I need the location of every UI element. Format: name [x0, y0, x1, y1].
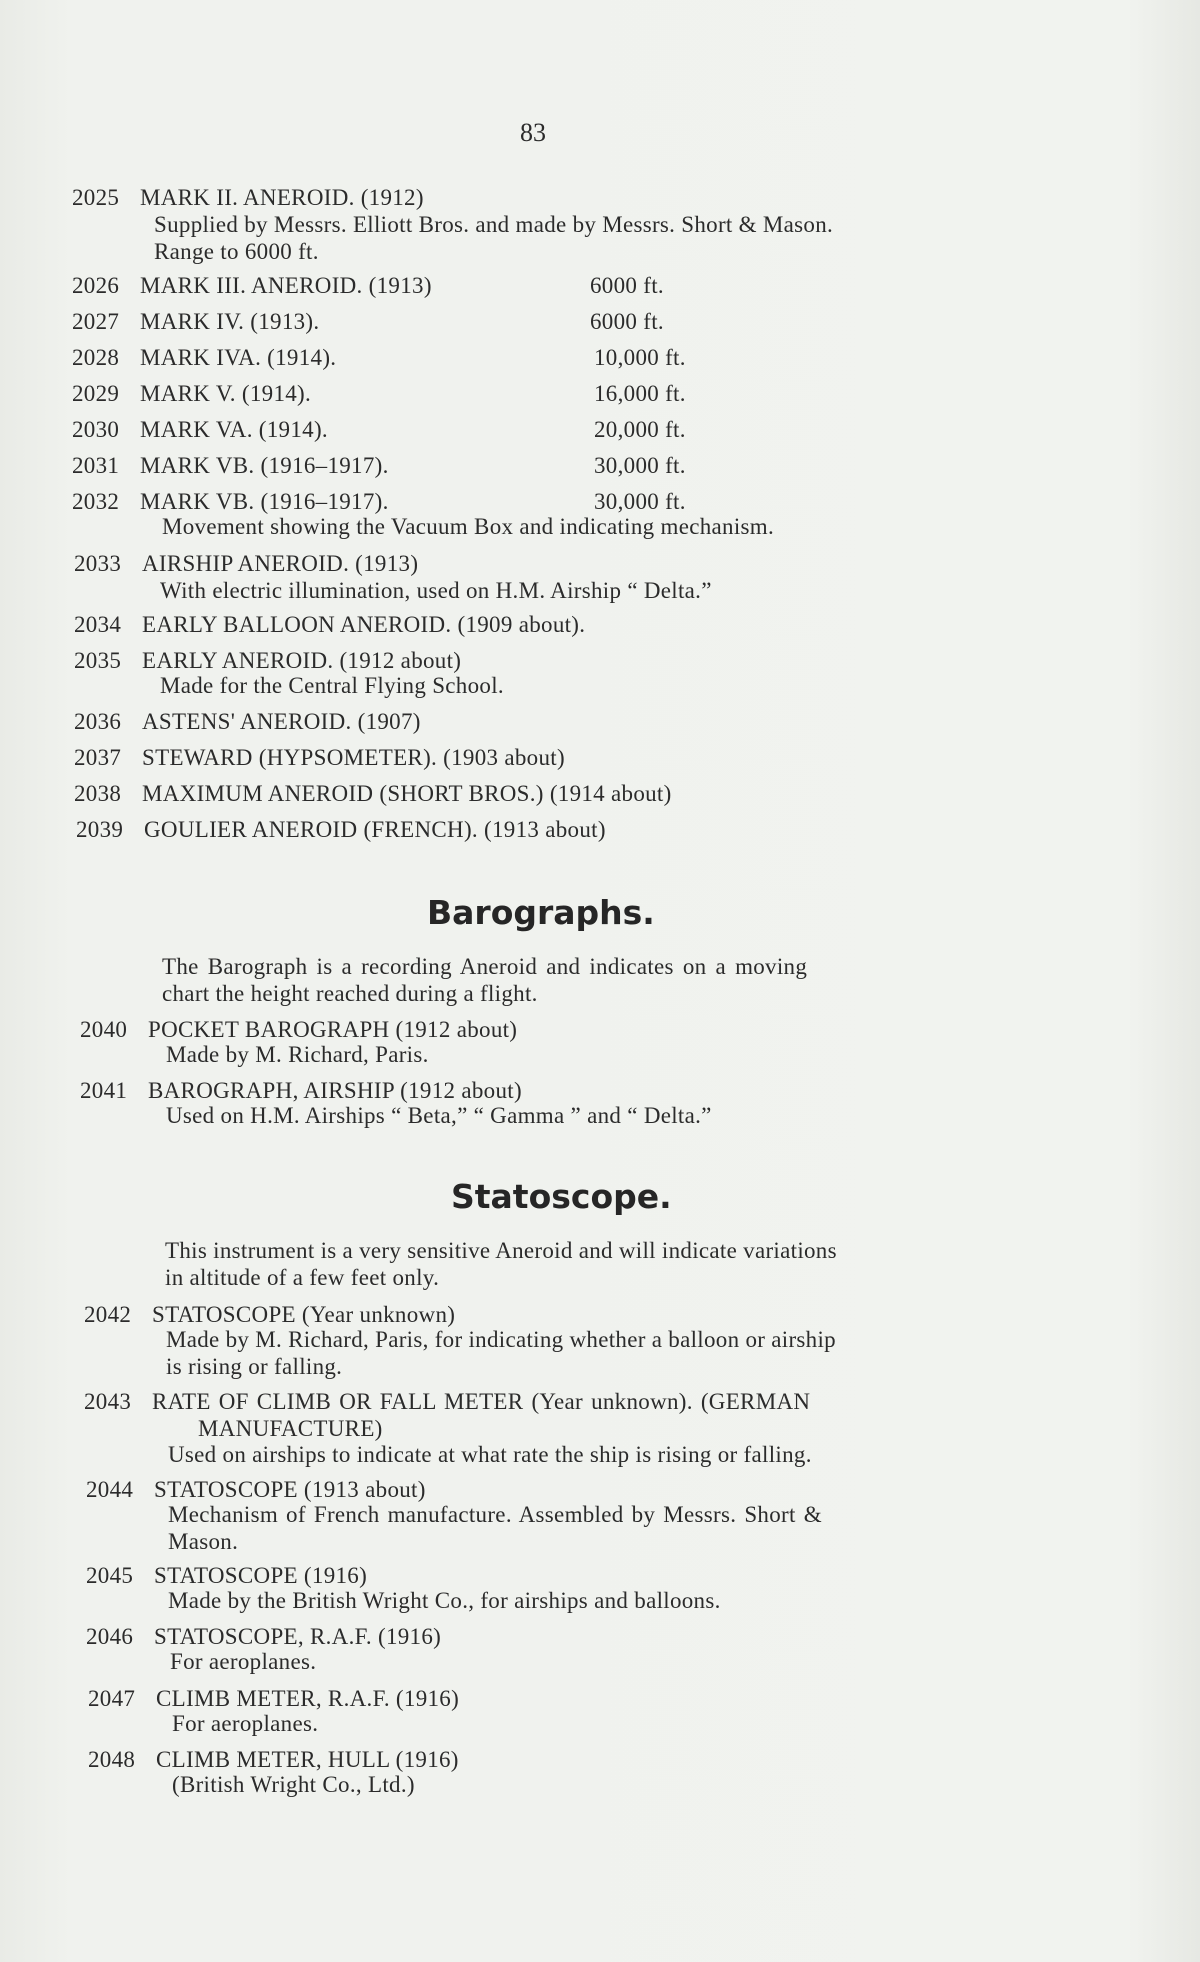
catalogue-number: 2043	[84, 1389, 132, 1414]
item-title: STATOSCOPE (1913 about)	[154, 1477, 426, 1502]
catalogue-number: 2033	[74, 551, 122, 576]
list-item	[80, 1077, 1040, 1133]
item-range: 20,000 ft.	[594, 417, 686, 442]
catalogue-number: 2044	[86, 1477, 134, 1502]
item-range: 6000 ft.	[590, 309, 664, 334]
list-item	[72, 184, 1032, 266]
list-item	[84, 1388, 1044, 1470]
catalogue-number: 2048	[88, 1747, 136, 1772]
item-description: Used on airships to indicate at what rate the ship is rising or falling.	[168, 1442, 812, 1467]
catalogue-number: 2034	[74, 612, 122, 637]
list-item	[72, 344, 772, 372]
list-item	[74, 647, 1034, 703]
item-title: MARK V. (1914).	[140, 381, 312, 406]
list-item	[86, 1623, 1046, 1679]
catalogue-number: 2047	[88, 1686, 136, 1711]
list-item	[74, 744, 1034, 772]
item-title: MARK IVA. (1914).	[140, 345, 337, 370]
list-item	[80, 1016, 1040, 1072]
list-item	[72, 272, 772, 300]
catalogue-number: 2041	[80, 1078, 128, 1103]
catalogue-number: 2025	[72, 185, 120, 210]
list-item	[72, 452, 772, 480]
item-title: STATOSCOPE (1916)	[154, 1563, 368, 1588]
item-title: MARK VB. (1916–1917).	[140, 453, 389, 478]
item-description: For aeroplanes.	[170, 1649, 317, 1674]
item-range: 10,000 ft.	[594, 345, 686, 370]
item-title: STEWARD (HYPSOMETER). (1903 about)	[142, 745, 565, 770]
list-item	[84, 1301, 1044, 1383]
item-title: AIRSHIP ANEROID. (1913)	[142, 551, 419, 576]
catalogue-number: 2028	[72, 345, 120, 370]
item-range: 6000 ft.	[590, 273, 664, 298]
item-description: Made by M. Richard, Paris.	[166, 1042, 429, 1067]
catalogue-number: 2035	[74, 648, 122, 673]
item-title: GOULIER ANEROID (FRENCH). (1913 about)	[144, 817, 606, 842]
catalogue-number: 2037	[74, 745, 122, 770]
item-description: (British Wright Co., Ltd.)	[172, 1772, 415, 1797]
item-title: EARLY ANEROID. (1912 about)	[142, 648, 462, 673]
item-description: Supplied by Messrs. Elliott Bros. and made by Messrs. Short & Mason.	[154, 212, 834, 237]
list-item	[74, 708, 1034, 736]
item-title: RATE OF CLIMB OR FALL METER (Year unknown). (GERMAN	[152, 1389, 811, 1414]
list-item	[72, 488, 1032, 544]
item-title: POCKET BAROGRAPH (1912 about)	[148, 1017, 518, 1042]
item-title: CLIMB METER, R.A.F. (1916)	[156, 1686, 460, 1711]
item-range: 30,000 ft.	[594, 489, 686, 514]
page-number: 83	[520, 118, 546, 147]
catalogue-number: 2030	[72, 417, 120, 442]
item-title: CLIMB METER, HULL (1916)	[156, 1747, 459, 1772]
catalogue-number: 2046	[86, 1624, 134, 1649]
list-item	[74, 780, 1034, 808]
list-item	[74, 550, 1034, 606]
catalogue-number: 2042	[84, 1302, 132, 1327]
item-description: Range to 6000 ft.	[154, 239, 319, 264]
item-title: MARK IV. (1913).	[140, 309, 320, 334]
section-heading-barographs: Barographs.	[427, 893, 655, 932]
item-description: Mechanism of French manufacture. Assembled by Messrs. Short &	[168, 1502, 822, 1527]
section-intro-line: chart the height reached during a flight.	[162, 981, 538, 1006]
list-item	[88, 1685, 1048, 1741]
item-title: MAXIMUM ANEROID (SHORT BROS.) (1914 about)	[142, 781, 672, 806]
catalogue-number: 2029	[72, 381, 120, 406]
catalogue-number: 2038	[74, 781, 122, 806]
item-description: With electric illumination, used on H.M. Airship “ Delta.”	[160, 578, 712, 603]
item-title: EARLY BALLOON ANEROID. (1909 about).	[142, 612, 586, 637]
list-item	[88, 1746, 1048, 1802]
item-title: MARK VA. (1914).	[140, 417, 328, 442]
section-intro-line: in altitude of a few feet only.	[165, 1265, 440, 1290]
item-title: BAROGRAPH, AIRSHIP (1912 about)	[148, 1078, 522, 1103]
list-item	[72, 308, 772, 336]
catalogue-number: 2040	[80, 1017, 128, 1042]
item-title: MARK VB. (1916–1917).	[140, 489, 389, 514]
item-title: MARK II. ANEROID. (1912)	[140, 185, 424, 210]
list-item	[74, 611, 1034, 639]
item-range: 30,000 ft.	[594, 453, 686, 478]
list-item	[72, 380, 772, 408]
item-description: MANUFACTURE)	[198, 1416, 383, 1441]
item-description: is rising or falling.	[166, 1354, 343, 1379]
catalogue-number: 2031	[72, 453, 120, 478]
list-item	[76, 816, 1036, 844]
catalogue-number: 2036	[74, 709, 122, 734]
catalogue-number: 2039	[76, 817, 124, 842]
item-title: STATOSCOPE, R.A.F. (1916)	[154, 1624, 442, 1649]
list-item	[86, 1476, 1046, 1558]
item-title: STATOSCOPE (Year unknown)	[152, 1302, 456, 1327]
section-intro-line: This instrument is a very sensitive Aneroid and will indicate variations	[165, 1238, 837, 1263]
item-title: ASTENS' ANEROID. (1907)	[142, 709, 421, 734]
catalogue-number: 2045	[86, 1563, 134, 1588]
item-description: Mason.	[168, 1529, 239, 1554]
item-range: 16,000 ft.	[594, 381, 686, 406]
list-item	[72, 416, 772, 444]
item-description: For aeroplanes.	[172, 1711, 319, 1736]
item-description: Made by the British Wright Co., for airships and balloons.	[168, 1588, 721, 1613]
item-title: MARK III. ANEROID. (1913)	[140, 273, 432, 298]
item-description: Used on H.M. Airships “ Beta,” “ Gamma ” and “ Delta.”	[166, 1103, 712, 1128]
catalogue-number: 2026	[72, 273, 120, 298]
catalogue-number: 2032	[72, 489, 120, 514]
list-item	[86, 1562, 1046, 1618]
catalogue-number: 2027	[72, 309, 120, 334]
item-description: Movement showing the Vacuum Box and indicating mechanism.	[162, 514, 775, 539]
item-description: Made for the Central Flying School.	[160, 673, 504, 698]
item-description: Made by M. Richard, Paris, for indicating whether a balloon or airship	[166, 1327, 836, 1352]
section-intro-line: The Barograph is a recording Aneroid and indicates on a moving	[162, 954, 808, 979]
section-heading-statoscope: Statoscope.	[451, 1177, 672, 1216]
